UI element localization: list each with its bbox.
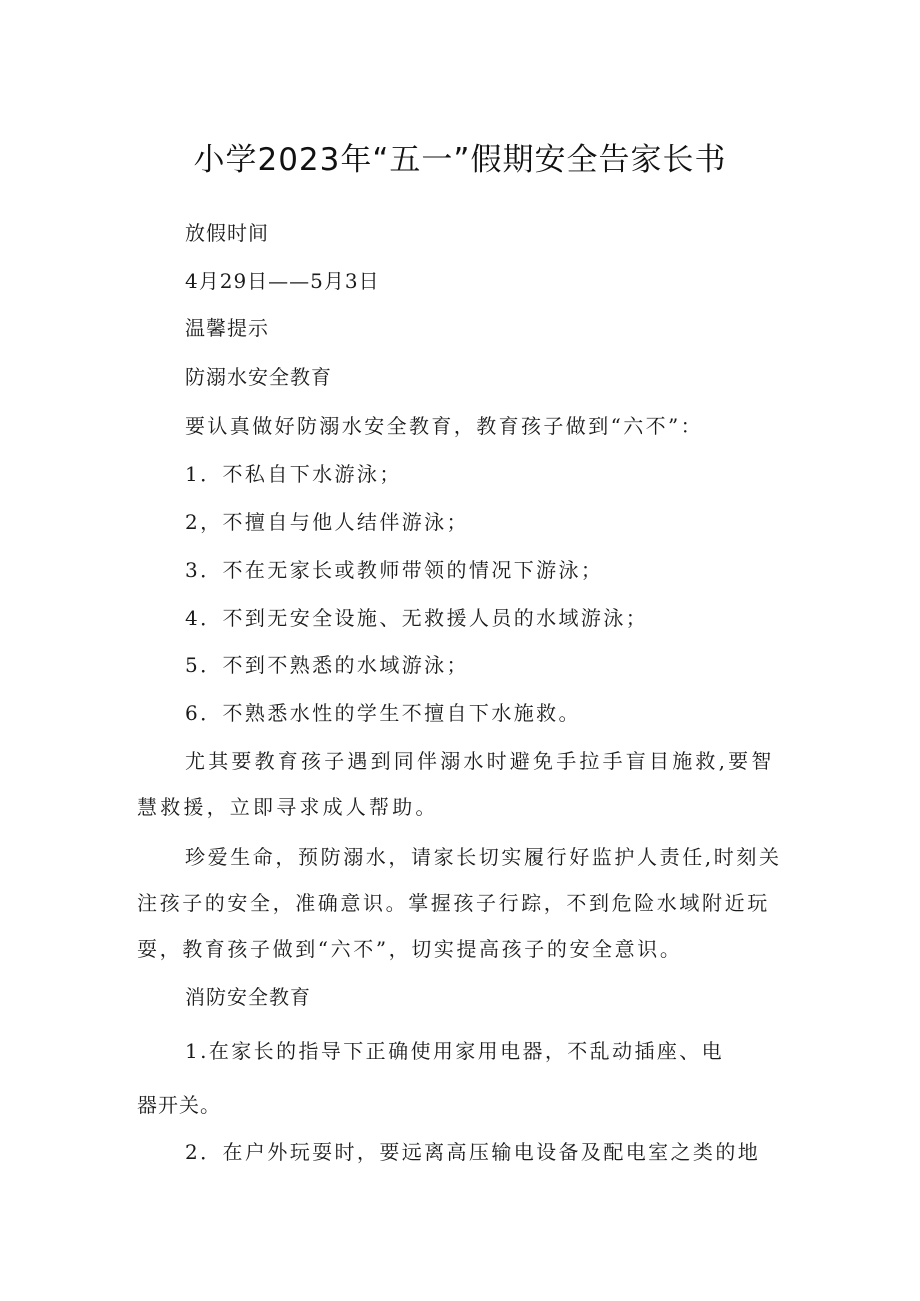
holiday-heading: 放假时间 xyxy=(185,221,269,245)
fire-heading: 消防安全教育 xyxy=(185,985,311,1009)
drowning-rule-3: 3．不在无家长或教师带领的情况下游泳； xyxy=(185,558,604,582)
fire-rule-1-continued: 器开关。 xyxy=(137,1093,221,1117)
drowning-rule-5: 5．不到不熟悉的水域游泳； xyxy=(185,653,469,677)
drowning-rule-1: 1．不私自下水游泳； xyxy=(185,462,402,486)
holiday-dates: 4月29日——5月3日 xyxy=(185,269,380,293)
fire-rule-1: 1.在家长的指导下正确使用家用电器，不乱动插座、电 xyxy=(185,1039,725,1063)
drowning-paragraph-1: 尤其要教育孩子遇到同伴溺水时避免手拉手盲目施救,要智慧救援，立即寻求成人帮助。 xyxy=(137,749,775,819)
drowning-heading: 防溺水安全教育 xyxy=(185,365,332,389)
fire-rule-2: 2．在户外玩耍时，要远离高压输电设备及配电室之类的地 xyxy=(185,1140,761,1164)
drowning-rule-6: 6．不熟悉水性的学生不擅自下水施救。 xyxy=(185,701,581,725)
document-title: 小学2023年“五一”假期安全告家长书 xyxy=(193,142,727,178)
drowning-intro: 要认真做好防溺水安全教育，教育孩子做到“六不”： xyxy=(185,414,704,438)
tips-heading: 温馨提示 xyxy=(185,316,269,340)
drowning-paragraph-2: 珍爱生命，预防溺水，请家长切实履行好监护人责任,时刻关注孩子的安全，准确意识。掌握孩子行踪，不到危险水域附近玩耍，教育孩子做到“六不”，切实提高孩子的安全意识。 xyxy=(137,845,782,961)
drowning-rule-4: 4．不到无安全设施、无救援人员的水域游泳； xyxy=(185,606,649,630)
drowning-rule-2: 2，不擅自与他人结伴游泳； xyxy=(185,510,469,534)
